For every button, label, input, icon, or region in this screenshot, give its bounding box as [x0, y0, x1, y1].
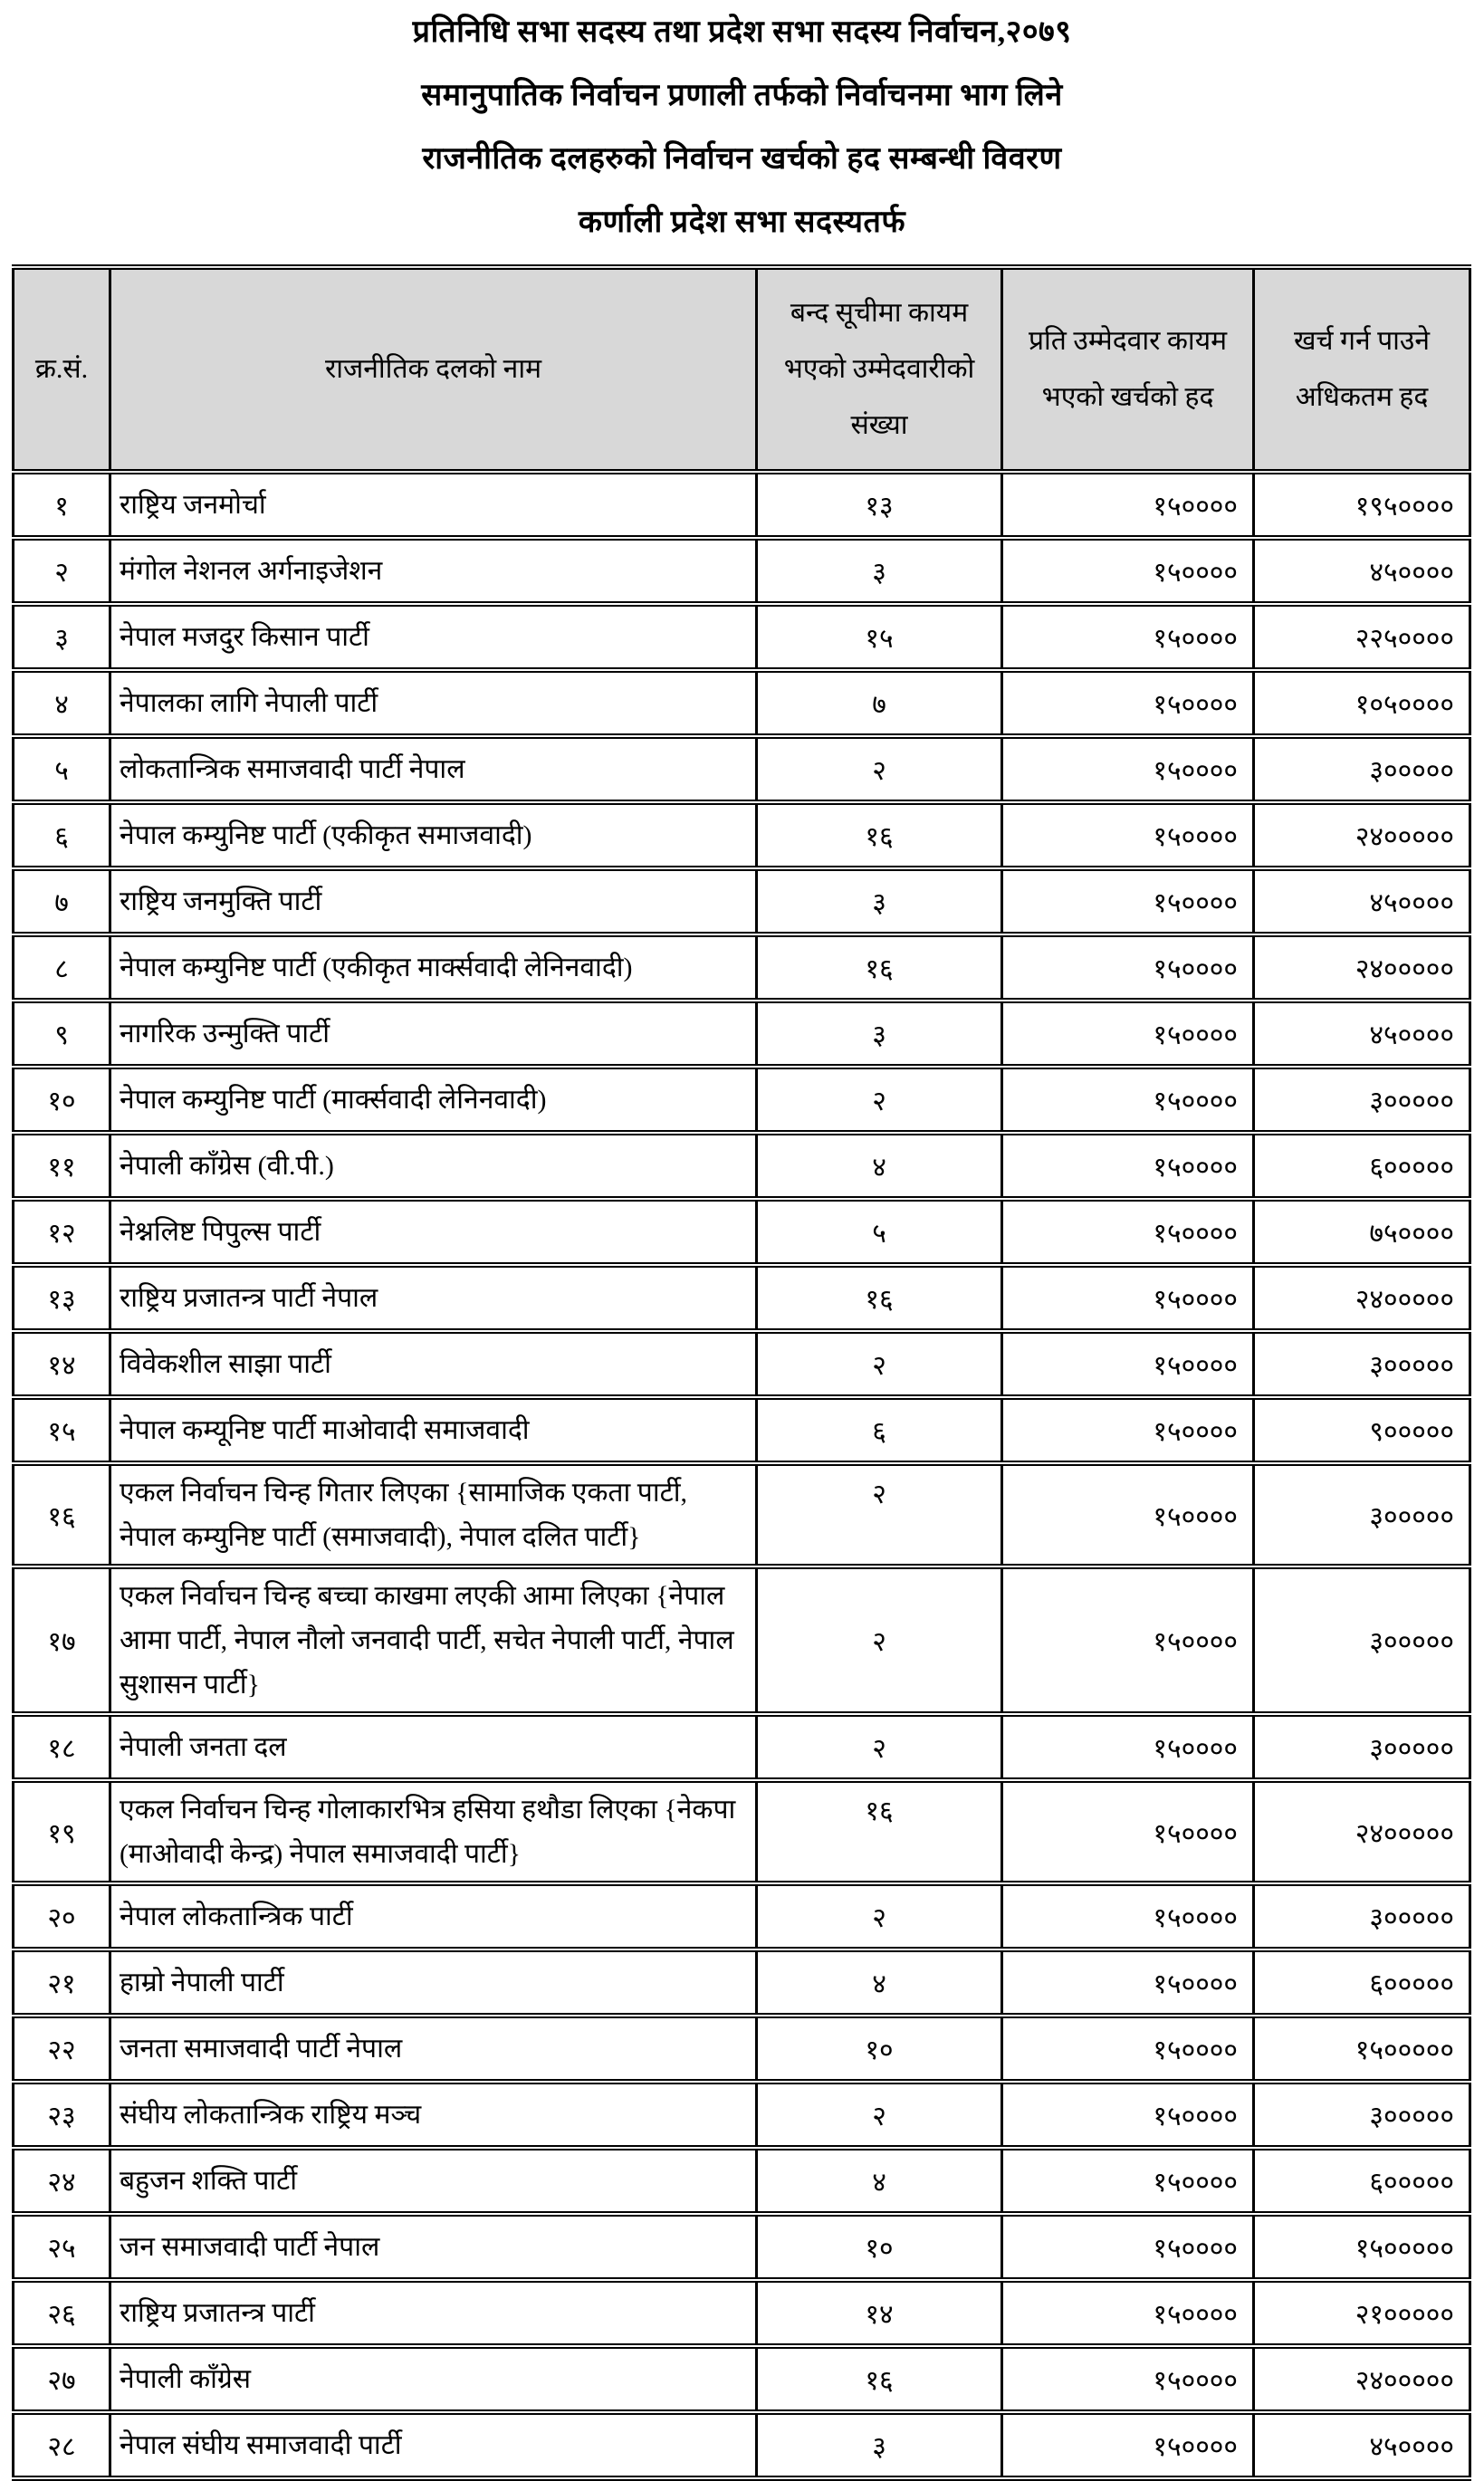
party-name-cell: विवेकशील साझा पार्टी — [110, 1331, 757, 1397]
candidate-count-cell: ५ — [757, 1199, 1002, 1265]
table-row — [14, 1067, 1470, 1133]
table-row — [14, 1883, 1470, 1949]
per-candidate-limit-cell: १५०००० — [1002, 2412, 1254, 2478]
per-candidate-limit-cell: १५०००० — [1002, 2148, 1254, 2214]
per-candidate-limit-cell: १५०००० — [1002, 1001, 1254, 1067]
candidate-count-cell: १६ — [757, 2346, 1002, 2412]
per-candidate-limit-cell: १५०००० — [1002, 1199, 1254, 1265]
serial-number-cell: २५ — [14, 2214, 110, 2280]
serial-number-cell: १३ — [14, 1265, 110, 1331]
table-row — [14, 472, 1470, 538]
candidate-count-cell: ३ — [757, 1001, 1002, 1067]
column-header-limit: प्रति उम्मेदवार कायम भएको खर्चको हद — [1002, 267, 1254, 472]
column-header-party: राजनीतिक दलको नाम — [110, 267, 757, 472]
party-name-cell: जन समाजवादी पार्टी नेपाल — [110, 2214, 757, 2280]
serial-number-cell: १० — [14, 1067, 110, 1133]
serial-number-cell: २८ — [14, 2412, 110, 2478]
table-row — [14, 1566, 1470, 1714]
serial-number-cell: ४ — [14, 670, 110, 736]
party-name-cell: नेपाल कम्युनिष्ट पार्टी (मार्क्सवादी लेनिनवादी) — [110, 1067, 757, 1133]
max-expense-cell: ६००००० — [1254, 2148, 1470, 2214]
serial-number-cell: १६ — [14, 1463, 110, 1566]
max-expense-cell: ३००००० — [1254, 1067, 1470, 1133]
max-expense-cell: ६००००० — [1254, 1133, 1470, 1199]
serial-number-cell: ७ — [14, 868, 110, 934]
per-candidate-limit-cell: १५०००० — [1002, 1714, 1254, 1780]
serial-number-cell: ६ — [14, 802, 110, 868]
candidate-count-cell: २ — [757, 1566, 1002, 1714]
candidate-count-cell: ४ — [757, 2148, 1002, 2214]
max-expense-cell: ६००००० — [1254, 1949, 1470, 2016]
serial-number-cell: २३ — [14, 2082, 110, 2148]
document-title-block — [0, 0, 1484, 244]
party-name-cell: नेपाल कम्युनिष्ट पार्टी (एकीकृत मार्क्सवादी लेनिनवादी) — [110, 934, 757, 1001]
per-candidate-limit-cell: १५०००० — [1002, 1463, 1254, 1566]
table-row — [14, 2280, 1470, 2346]
party-name-cell: एकल निर्वाचन चिन्ह गितार लिएका {सामाजिक एकता पार्टी, नेपाल कम्युनिष्ट पार्टी (समाजवादी), नेपाल दलित पार्टी} — [110, 1463, 757, 1566]
max-expense-cell: २२५०००० — [1254, 604, 1470, 670]
per-candidate-limit-cell: १५०००० — [1002, 2280, 1254, 2346]
title-line-province: कर्णाली प्रदेश सभा सदस्यतर्फ — [578, 206, 906, 239]
table-row — [14, 868, 1470, 934]
per-candidate-limit-cell: १५०००० — [1002, 538, 1254, 604]
candidate-count-cell: ४ — [757, 1949, 1002, 2016]
serial-number-cell: २ — [14, 538, 110, 604]
party-name-cell: नेश्नलिष्ट पिपुल्स पार्टी — [110, 1199, 757, 1265]
party-name-cell: जनता समाजवादी पार्टी नेपाल — [110, 2016, 757, 2082]
candidate-count-cell: ३ — [757, 868, 1002, 934]
party-name-cell: नेपालका लागि नेपाली पार्टी — [110, 670, 757, 736]
max-expense-cell: २४००००० — [1254, 2346, 1470, 2412]
max-expense-cell: ९००००० — [1254, 1397, 1470, 1463]
candidate-count-cell: १६ — [757, 1780, 1002, 1883]
party-name-cell: नेपाली जनता दल — [110, 1714, 757, 1780]
serial-number-cell: २० — [14, 1883, 110, 1949]
party-name-cell: नागरिक उन्मुक्ति पार्टी — [110, 1001, 757, 1067]
max-expense-cell: ३००००० — [1254, 736, 1470, 802]
party-name-cell: राष्ट्रिय जनमोर्चा — [110, 472, 757, 538]
per-candidate-limit-cell: १५०००० — [1002, 2214, 1254, 2280]
max-expense-cell: ३००००० — [1254, 1883, 1470, 1949]
party-name-cell: राष्ट्रिय प्रजातन्त्र पार्टी — [110, 2280, 757, 2346]
table-row — [14, 670, 1470, 736]
party-name-cell: नेपाली काँग्रेस (वी.पी.) — [110, 1133, 757, 1199]
table-row — [14, 2346, 1470, 2412]
table-row — [14, 604, 1470, 670]
candidate-count-cell: २ — [757, 1714, 1002, 1780]
max-expense-cell: ३००००० — [1254, 1566, 1470, 1714]
candidate-count-cell: २ — [757, 1331, 1002, 1397]
per-candidate-limit-cell: १५०००० — [1002, 1780, 1254, 1883]
serial-number-cell: ८ — [14, 934, 110, 1001]
serial-number-cell: ५ — [14, 736, 110, 802]
max-expense-cell: ३००००० — [1254, 1463, 1470, 1566]
party-name-cell: नेपाल कम्यूनिष्ट पार्टी माओवादी समाजवादी — [110, 1397, 757, 1463]
serial-number-cell: २४ — [14, 2148, 110, 2214]
candidate-count-cell: २ — [757, 1067, 1002, 1133]
candidate-count-cell: १४ — [757, 2280, 1002, 2346]
candidate-count-cell: २ — [757, 736, 1002, 802]
expense-limits-table — [12, 264, 1471, 2481]
candidate-count-cell: १० — [757, 2016, 1002, 2082]
table-row — [14, 1001, 1470, 1067]
per-candidate-limit-cell: १५०००० — [1002, 1133, 1254, 1199]
per-candidate-limit-cell: १५०००० — [1002, 1067, 1254, 1133]
candidate-count-cell: ३ — [757, 2412, 1002, 2478]
max-expense-cell: ४५०००० — [1254, 2412, 1470, 2478]
title-line-proportional-system: समानुपातिक निर्वाचन प्रणाली तर्फको निर्वाचनमा भाग लिने — [421, 79, 1063, 112]
party-name-cell: राष्ट्रिय प्रजातन्त्र पार्टी नेपाल — [110, 1265, 757, 1331]
table-row — [14, 1949, 1470, 2016]
serial-number-cell: १२ — [14, 1199, 110, 1265]
party-name-cell: लोकतान्त्रिक समाजवादी पार्टी नेपाल — [110, 736, 757, 802]
candidate-count-cell: २ — [757, 1883, 1002, 1949]
per-candidate-limit-cell: १५०००० — [1002, 604, 1254, 670]
party-name-cell: बहुजन शक्ति पार्टी — [110, 2148, 757, 2214]
max-expense-cell: ३००००० — [1254, 1331, 1470, 1397]
title-line-election: प्रतिनिधि सभा सदस्य तथा प्रदेश सभा सदस्य निर्वाचन,२०७९ — [412, 15, 1072, 49]
party-name-cell: नेपाली काँग्रेस — [110, 2346, 757, 2412]
table-row — [14, 1265, 1470, 1331]
max-expense-cell: २४००००० — [1254, 934, 1470, 1001]
per-candidate-limit-cell: १५०००० — [1002, 1397, 1254, 1463]
candidate-count-cell: ३ — [757, 538, 1002, 604]
max-expense-cell: १०५०००० — [1254, 670, 1470, 736]
party-name-cell: एकल निर्वाचन चिन्ह बच्चा काखमा लएकी आमा लिएका {नेपाल आमा पार्टी, नेपाल नौलो जनवादी पार्टी, सचेत नेपाली पार्टी, नेपाल सुशासन पार्टी} — [110, 1566, 757, 1714]
serial-number-cell: १७ — [14, 1566, 110, 1714]
serial-number-cell: ९ — [14, 1001, 110, 1067]
max-expense-cell: १५००००० — [1254, 2016, 1470, 2082]
candidate-count-cell: १० — [757, 2214, 1002, 2280]
table-row — [14, 1463, 1470, 1566]
table-row — [14, 1199, 1470, 1265]
per-candidate-limit-cell: १५०००० — [1002, 472, 1254, 538]
per-candidate-limit-cell: १५०००० — [1002, 2346, 1254, 2412]
max-expense-cell: १५००००० — [1254, 2214, 1470, 2280]
table-row — [14, 934, 1470, 1001]
serial-number-cell: ३ — [14, 604, 110, 670]
max-expense-cell: ४५०००० — [1254, 1001, 1470, 1067]
table-row — [14, 802, 1470, 868]
table-header — [14, 267, 1470, 472]
serial-number-cell: २१ — [14, 1949, 110, 2016]
table-row — [14, 1397, 1470, 1463]
candidate-count-cell: १५ — [757, 604, 1002, 670]
serial-number-cell: २७ — [14, 2346, 110, 2412]
table-row — [14, 1780, 1470, 1883]
serial-number-cell: १४ — [14, 1331, 110, 1397]
per-candidate-limit-cell: १५०००० — [1002, 670, 1254, 736]
serial-number-cell: १५ — [14, 1397, 110, 1463]
party-name-cell: नेपाल लोकतान्त्रिक पार्टी — [110, 1883, 757, 1949]
title-line-expense-limit-details: राजनीतिक दलहरुको निर्वाचन खर्चको हद सम्बन्धी विवरण — [422, 142, 1062, 176]
per-candidate-limit-cell: १५०००० — [1002, 1566, 1254, 1714]
table-row — [14, 2412, 1470, 2478]
candidate-count-cell: २ — [757, 2082, 1002, 2148]
serial-number-cell: १८ — [14, 1714, 110, 1780]
per-candidate-limit-cell: १५०००० — [1002, 1265, 1254, 1331]
table-header-row — [14, 267, 1470, 472]
max-expense-cell: ३००००० — [1254, 2082, 1470, 2148]
candidate-count-cell: ७ — [757, 670, 1002, 736]
candidate-count-cell: १६ — [757, 802, 1002, 868]
serial-number-cell: ११ — [14, 1133, 110, 1199]
table-row — [14, 2148, 1470, 2214]
serial-number-cell: १९ — [14, 1780, 110, 1883]
table-row — [14, 538, 1470, 604]
per-candidate-limit-cell: १५०००० — [1002, 736, 1254, 802]
max-expense-cell: ४५०००० — [1254, 868, 1470, 934]
candidate-count-cell: १६ — [757, 934, 1002, 1001]
per-candidate-limit-cell: १५०००० — [1002, 2016, 1254, 2082]
serial-number-cell: २६ — [14, 2280, 110, 2346]
candidate-count-cell: ४ — [757, 1133, 1002, 1199]
party-name-cell: नेपाल कम्युनिष्ट पार्टी (एकीकृत समाजवादी) — [110, 802, 757, 868]
per-candidate-limit-cell: १५०००० — [1002, 2082, 1254, 2148]
max-expense-cell: २४००००० — [1254, 1265, 1470, 1331]
party-name-cell: हाम्रो नेपाली पार्टी — [110, 1949, 757, 2016]
serial-number-cell: २२ — [14, 2016, 110, 2082]
table-row — [14, 736, 1470, 802]
table-row — [14, 1714, 1470, 1780]
serial-number-cell: १ — [14, 472, 110, 538]
table-body — [14, 472, 1470, 2478]
party-name-cell: नेपाल मजदुर किसान पार्टी — [110, 604, 757, 670]
table-row — [14, 2082, 1470, 2148]
per-candidate-limit-cell: १५०००० — [1002, 868, 1254, 934]
table-row — [14, 2016, 1470, 2082]
max-expense-cell: ४५०००० — [1254, 538, 1470, 604]
candidate-count-cell: १६ — [757, 1265, 1002, 1331]
per-candidate-limit-cell: १५०००० — [1002, 1949, 1254, 2016]
per-candidate-limit-cell: १५०००० — [1002, 802, 1254, 868]
table-row — [14, 2214, 1470, 2280]
per-candidate-limit-cell: १५०००० — [1002, 1883, 1254, 1949]
party-name-cell: राष्ट्रिय जनमुक्ति पार्टी — [110, 868, 757, 934]
max-expense-cell: २१००००० — [1254, 2280, 1470, 2346]
party-name-cell: नेपाल संघीय समाजवादी पार्टी — [110, 2412, 757, 2478]
candidate-count-cell: २ — [757, 1463, 1002, 1566]
column-header-max: खर्च गर्न पाउने अधिकतम हद — [1254, 267, 1470, 472]
table-row — [14, 1133, 1470, 1199]
max-expense-cell: ७५०००० — [1254, 1199, 1470, 1265]
column-header-sn: क्र.सं. — [14, 267, 110, 472]
party-name-cell: संघीय लोकतान्त्रिक राष्ट्रिय मञ्च — [110, 2082, 757, 2148]
party-name-cell: एकल निर्वाचन चिन्ह गोलाकारभित्र हसिया हथौडा लिएका {नेकपा (माओवादी केन्द्र) नेपाल समाजवादी पार्टी} — [110, 1780, 757, 1883]
per-candidate-limit-cell: १५०००० — [1002, 934, 1254, 1001]
candidate-count-cell: १३ — [757, 472, 1002, 538]
max-expense-cell: २४००००० — [1254, 1780, 1470, 1883]
max-expense-cell: २४००००० — [1254, 802, 1470, 868]
party-name-cell: मंगोल नेशनल अर्गनाइजेशन — [110, 538, 757, 604]
candidate-count-cell: ६ — [757, 1397, 1002, 1463]
per-candidate-limit-cell: १५०००० — [1002, 1331, 1254, 1397]
table-row — [14, 1331, 1470, 1397]
column-header-count: बन्द सूचीमा कायम भएको उम्मेदवारीको संख्या — [757, 267, 1002, 472]
max-expense-cell: १९५०००० — [1254, 472, 1470, 538]
max-expense-cell: ३००००० — [1254, 1714, 1470, 1780]
